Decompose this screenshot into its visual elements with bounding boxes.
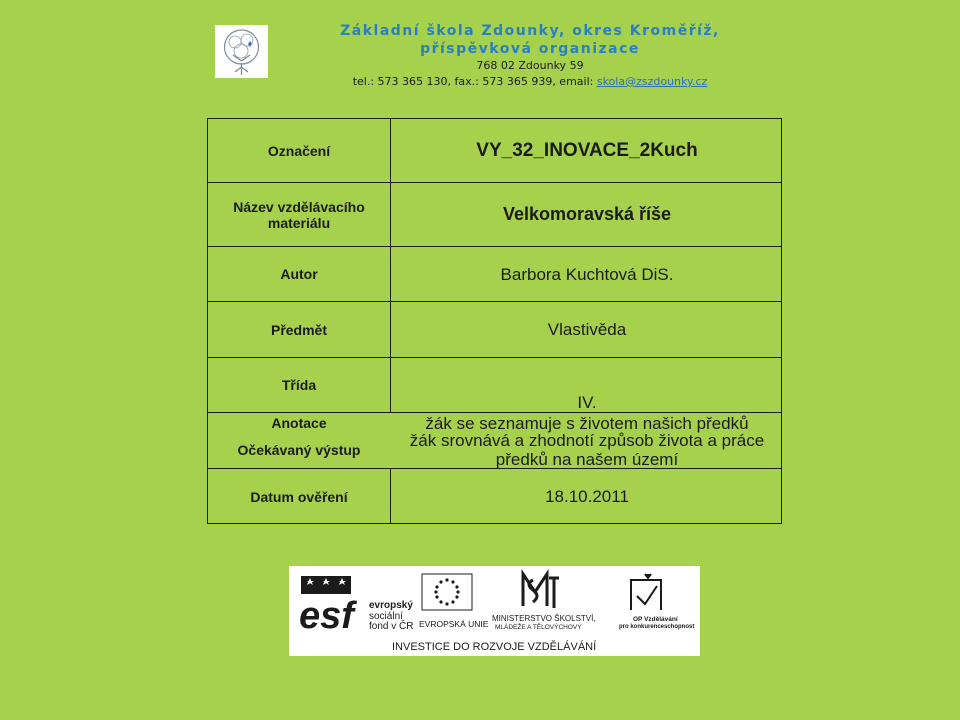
school-name: Základní škola Zdounky, okres Kroměříž, příspěvková organizace (340, 23, 720, 57)
msmt-logo-icon (523, 574, 559, 608)
school-header (290, 22, 770, 90)
label-trida: Třída (281, 377, 317, 393)
msmt-text-1: MINISTERSTVO ŠKOLSTVÍ, (492, 614, 596, 623)
value-oznaceni: VY_32_INOVACE_2Kuch (476, 139, 698, 161)
label-autor: Autor (280, 266, 318, 282)
op-text-1: OP Vzdělávání (633, 616, 678, 623)
value-autor: Barbora Kuchtová DiS. (500, 264, 674, 284)
op-logo-icon (631, 574, 661, 610)
esf-text-2: sociální (369, 611, 403, 622)
school-address: 768 02 Zdounky 59 (476, 59, 584, 72)
value-datum: 18.10.2011 (545, 487, 629, 506)
value-vystup (391, 432, 783, 468)
label-predmet: Předmět (270, 321, 328, 338)
esf-text-3: fond v ČR (369, 621, 414, 632)
label-oznaceni: Označení (267, 142, 331, 159)
value-vystup-line2: předků na našem území (495, 450, 679, 469)
school-contact (290, 74, 770, 90)
material-info-table (207, 118, 782, 524)
slogan-text: INVESTICE DO ROZVOJE VZDĚLÁVÁNÍ (392, 641, 597, 653)
svg-text:esf: esf (299, 595, 354, 637)
value-vystup-line1: žák srovnává a zhodnotí způsob života a práce (409, 431, 765, 450)
op-text-2: pro konkurenceschopnost (619, 624, 695, 630)
email-link[interactable]: skola@zszdounky.cz (596, 75, 708, 88)
label-vystup: Očekávaný výstup (237, 442, 361, 458)
contact-text: tel.: 573 365 130, fax.: 573 365 939, email: (352, 75, 597, 88)
value-anotace: žák se seznamuje s životem našich předků (425, 413, 749, 433)
esf-logo-icon (299, 576, 357, 637)
eu-text: EVROPSKÁ UNIE (419, 619, 489, 629)
school-logo (215, 25, 268, 78)
tree-icon (215, 25, 268, 78)
label-nazev: Název vzdělávacího materiálu (233, 198, 365, 231)
eu-flag-icon (422, 574, 472, 610)
funding-logos-banner (289, 566, 700, 656)
label-datum: Datum ověření (250, 488, 348, 505)
msmt-text-2: MLÁDEŽE A TĚLOVÝCHOVY (495, 624, 582, 631)
value-nazev: Velkomoravská říše (502, 204, 672, 224)
esf-text-1: evropský (369, 600, 413, 611)
value-trida: IV. (577, 393, 597, 412)
label-anotace: Anotace (271, 415, 327, 431)
value-predmet: Vlastivěda (547, 320, 627, 339)
funding-logos (289, 566, 700, 656)
